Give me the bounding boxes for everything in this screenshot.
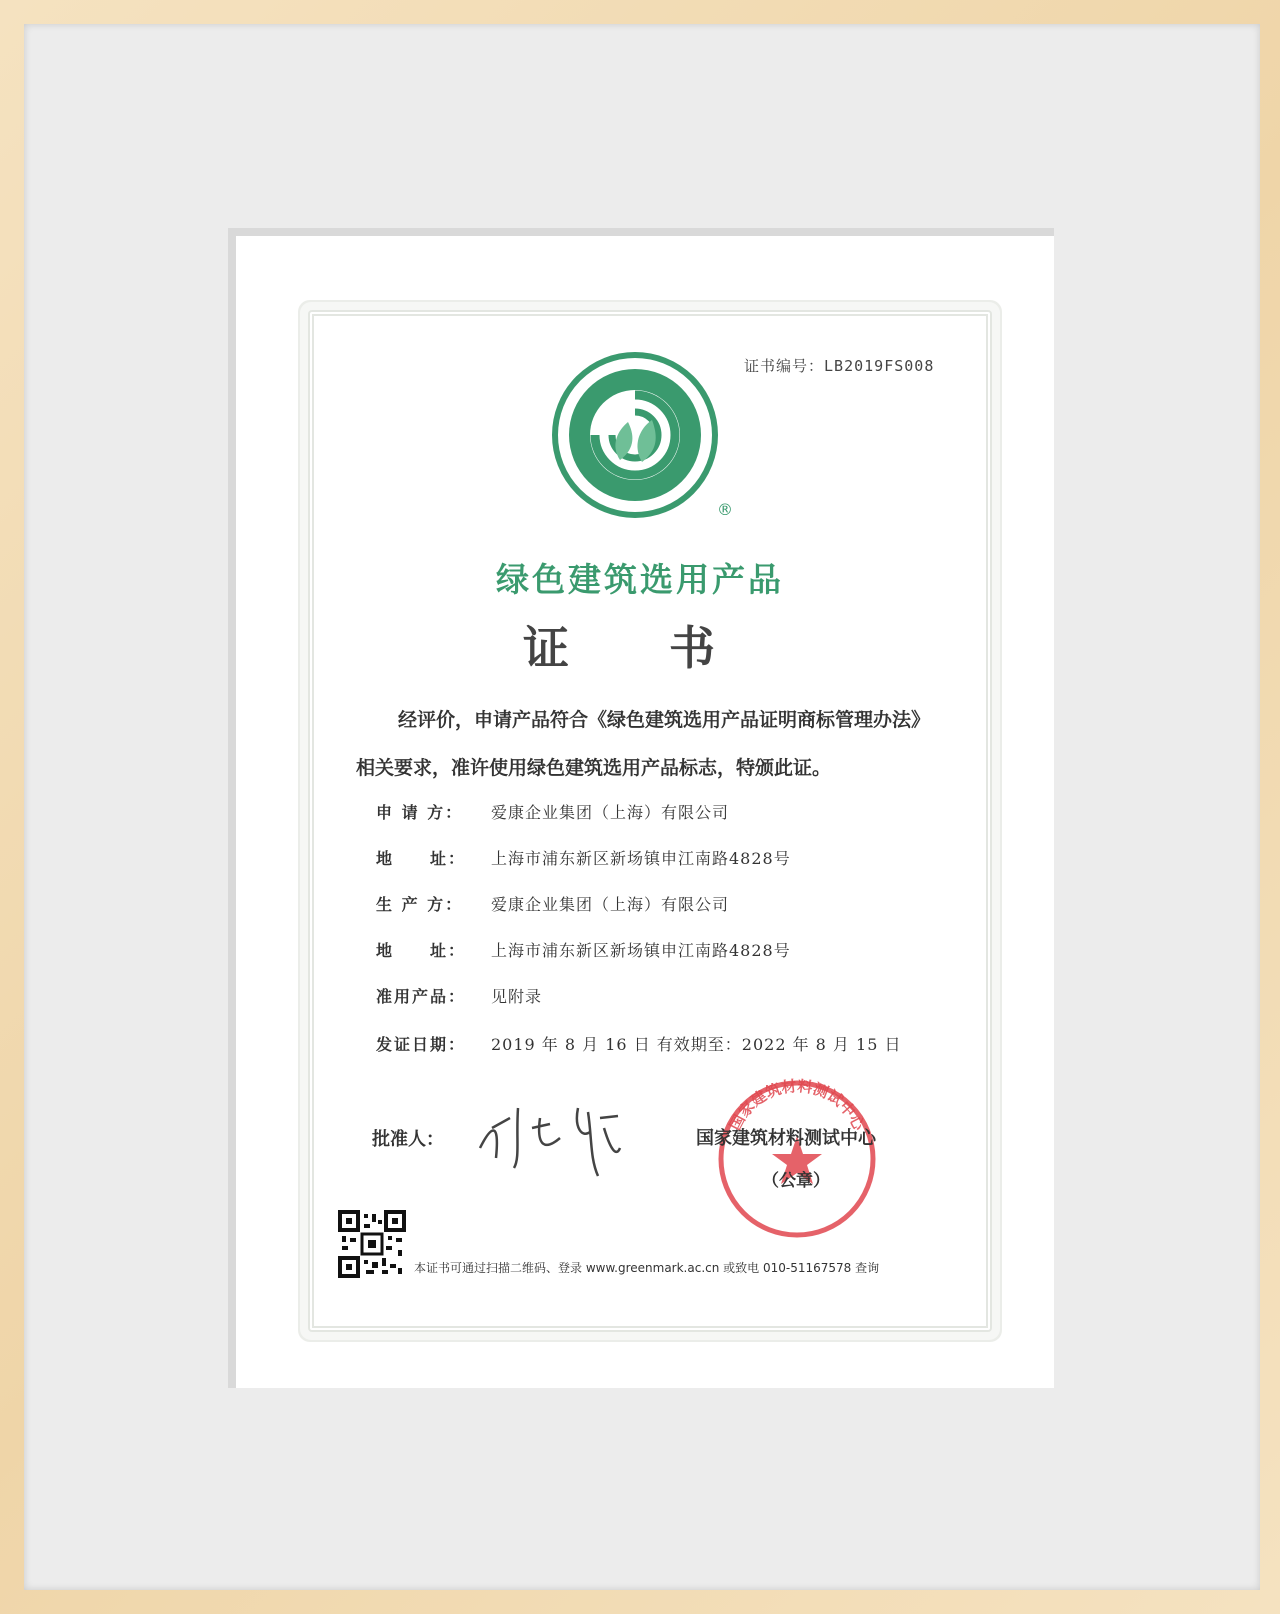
approver-label: 批准人： bbox=[372, 1129, 444, 1150]
field-applicant bbox=[376, 800, 729, 823]
seal-note: （公章） bbox=[762, 1171, 830, 1191]
field-producer bbox=[376, 892, 729, 915]
field-applicant-address bbox=[376, 846, 791, 869]
field-producer-address bbox=[376, 938, 791, 961]
field-approved-product bbox=[376, 984, 542, 1007]
green-building-logo-icon bbox=[550, 350, 740, 540]
certificate-title: 证 书 bbox=[522, 621, 757, 675]
field-value: 上海市浦东新区新场镇申江南路4828号 bbox=[491, 941, 791, 960]
certificate-subtitle: 绿色建筑选用产品 bbox=[496, 560, 784, 599]
field-label: 地 址： bbox=[376, 941, 467, 960]
field-value: 见附录 bbox=[491, 987, 543, 1006]
field-issue-date bbox=[376, 1032, 901, 1055]
certificate-body-text: 经评价，申请产品符合《绿色建筑选用产品证明商标管理办法》相关要求，准许使用绿色建筑选用产品标志，特颁此证。 bbox=[356, 709, 931, 779]
field-label: 准用产品： bbox=[376, 987, 467, 1006]
svg-text:®: ® bbox=[717, 500, 733, 519]
field-value: 爱康企业集团（上海）有限公司 bbox=[491, 803, 730, 822]
field-value: 上海市浦东新区新场镇申江南路4828号 bbox=[491, 849, 791, 868]
qr-code[interactable] bbox=[338, 1210, 406, 1278]
field-value: 2019 年 8 月 16 日 有效期至：2022 年 8 月 15 日 bbox=[491, 1035, 902, 1054]
issuer-name: 国家建筑材料测试中心 bbox=[696, 1128, 876, 1149]
field-label: 生 产 方： bbox=[376, 895, 464, 914]
certificate-number: 证书编号：LB2019FS008 bbox=[744, 357, 935, 375]
signature-image bbox=[470, 1088, 630, 1184]
official-seal bbox=[712, 1074, 882, 1244]
field-label: 发证日期： bbox=[376, 1035, 467, 1054]
field-label: 地 址： bbox=[376, 849, 467, 868]
verification-note: 本证书可通过扫描二维码、登录 www.greenmark.ac.cn 或致电 010-51167578 查询 bbox=[414, 1261, 880, 1275]
svg-text:国家建筑材料测试中心: 国家建筑材料测试中心 bbox=[726, 1077, 868, 1134]
field-label: 申 请 方： bbox=[376, 803, 464, 822]
field-value: 爱康企业集团（上海）有限公司 bbox=[491, 895, 730, 914]
